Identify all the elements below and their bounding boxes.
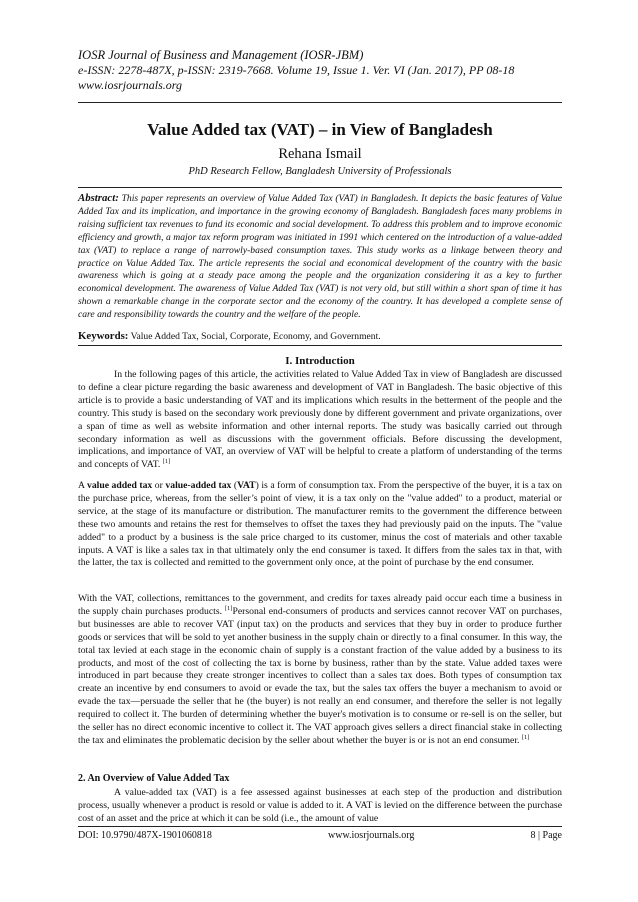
- intro-paragraph-1-text: In the following pages of this article, the activities related to Value Added Tax in view of Bangladesh are discussed to define a clear picture regarding the basic awareness and development of VAT in Bangladesh. The basic objective of this article is to provide a basic understanding of VAT and its implications which results in the betterment of the people and the country. This study is based on the secondary work previously done by different government and private organizations, over a span of time as well as website information and other internal reports. The study was basically carried out through secondary information as well as discussions with the government officials. Before discussing the development, implications, and importance of VAT, an overview of VAT will be helpful to create a platform of understanding of the terms and concepts of VAT.: [78, 369, 562, 471]
- abstract-bottom-rule: [78, 345, 562, 346]
- header-rule: [78, 102, 562, 103]
- citation-ref[interactable]: [1]: [521, 733, 530, 741]
- abstract-text: This paper represents an overview of Value Added Tax (VAT) in Bangladesh. It depicts the basic features of Value Added Tax and its implication, and importance in the growing economy of Bangladesh. Bangladesh faces many problems in raising sufficient tax revenues to fund its economic and social development. To address this problem and to improve economic efficiency and growth, a major tax reform program was initiated in 1991 which centered on the introduction of a value-added tax (VAT) to replace a range of narrowly-based consumption taxes. This study works as a linkage between theory and practice on Value Added Tax. The article represents the social and economical development of the country with the basic awareness which is going at a steady pace among the people and the organization considering it as a key to further economical development. The awareness of Value Added Tax (VAT) is not very old, but still within a short span of time it has shown a remarkable change in the corporate sector and the economy of the country. It has developed a complete sense of care and responsibility towards the country and the welfare of the people.: [78, 193, 562, 321]
- text-run: (: [231, 480, 238, 491]
- journal-website[interactable]: www.iosrjournals.org: [78, 78, 183, 92]
- footer-website[interactable]: www.iosrjournals.org: [328, 830, 415, 841]
- bold-term: VAT: [237, 480, 256, 491]
- keywords: [78, 330, 562, 342]
- bold-term: value added tax: [86, 480, 153, 491]
- intro-paragraph-3: [78, 593, 562, 748]
- footer-doi: DOI: 10.9790/487X-1901060818: [78, 830, 212, 841]
- bold-term: value-added tax: [165, 480, 232, 491]
- author-name: Rehana Ismail: [278, 146, 362, 162]
- footer-page-number: 8 | Page: [530, 830, 562, 841]
- paper-title: Value Added tax (VAT) – in View of Bangladesh: [147, 120, 493, 139]
- abstract-top-rule: [78, 187, 562, 188]
- abstract: [78, 192, 562, 322]
- footer-rule: [78, 826, 562, 827]
- journal-header: [78, 48, 562, 93]
- journal-name: IOSR Journal of Business and Management (IOSR-JBM): [78, 48, 364, 62]
- text-run: A: [78, 480, 87, 491]
- citation-ref[interactable]: [1]: [224, 604, 233, 612]
- text-run: Personal end-consumers of products and services cannot recover VAT on purchases, but businesses are able to recover VAT (input tax) on the products and services that they buy in order to produce further goods or services that will be sold to yet another business in the supply chain or directly to a final consumer. In this way, the total tax levied at each stage in the economic chain of supply is a constant fraction of the value added by a business to its products, and most of the cost of collecting the tax is borne by business, rather than by the state. Value added taxes were introduced in part because they create stronger incentives to collect than a sales tax does. Both types of consumption tax create an incentive by end consumers to avoid or evade the tax, but the sales tax offers the buyer a mechanism to avoid or evade the tax—persuade the seller that he (the buyer) is not really an end consumer, and therefore the seller is not legally required to collect it. The burden of determining whether the buyer's motivation is to consume or re-sell is on the seller, but the seller has no direct economic incentive to collect it. The VAT approach gives sellers a direct financial stake in collecting the tax and eliminates the problematic decision by the seller about whether the buyer is or is not an end consumer.: [78, 605, 563, 746]
- keywords-text: Value Added Tax, Social, Corporate, Economy, and Government.: [130, 331, 381, 342]
- citation-ref[interactable]: [1]: [162, 458, 171, 466]
- intro-paragraph-1: [78, 369, 562, 472]
- journal-issn: e-ISSN: 2278-487X, p-ISSN: 2319-7668. Volume 19, Issue 1. Ver. VI (Jan. 2017), PP 08-18: [78, 63, 515, 77]
- text-run: With the VAT, collections, remittances to the government, and credits for taxes already paid occur each time a business in the supply chain purchases products.: [78, 593, 562, 617]
- text-run: ) is a form of consumption tax. From the perspective of the buyer, it is a tax on the purchase price, whereas, from the seller’s point of view, it is a tax only on the "value added" to a product, material or service, at the stage of its manufacture or distribution. The manufacturer remits to the government the difference between these two amounts and retains the rest for themselves to offset the taxes they had previously paid on the inputs. The "value added" to a product by a business is the sale price charged to its customer, minus the cost of materials and other taxable inputs. A VAT is like a sales tax in that ultimately only the end consumer is taxed. It differs from the sales tax in that, with the latter, the tax is collected and remitted to the government only once, at the point of purchase by the end consumer.: [78, 480, 563, 569]
- text-run: or: [152, 480, 166, 491]
- intro-paragraph-2: [78, 480, 562, 570]
- section-heading-overview: 2. An Overview of Value Added Tax: [78, 773, 230, 784]
- author-affiliation: PhD Research Fellow, Bangladesh University of Professionals: [188, 166, 452, 177]
- section-heading-introduction: I. Introduction: [285, 355, 355, 367]
- abstract-label: Abstract:: [78, 192, 119, 204]
- page-footer: [78, 830, 562, 841]
- overview-paragraph-1: A value-added tax (VAT) is a fee assessed against businesses at each step of the production and distribution process, usually whenever a product is resold or value is added to it. A VAT is levied on the difference between the purchase cost of an asset and the price at which it can be sold (i.e., the amount of value: [78, 787, 562, 824]
- keywords-label: Keywords:: [78, 330, 129, 342]
